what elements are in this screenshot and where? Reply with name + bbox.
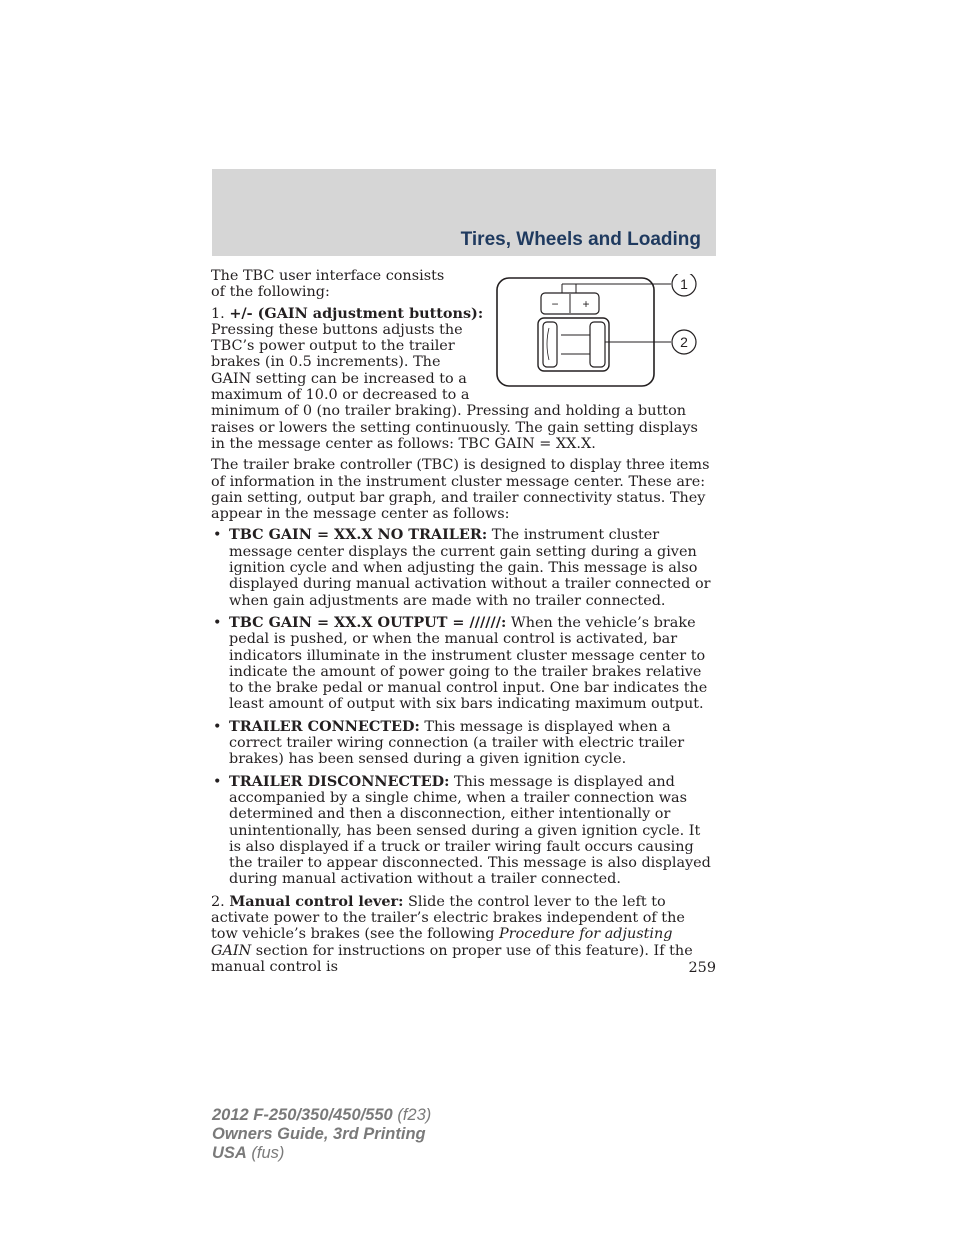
tbc-control-figure xyxy=(495,274,731,392)
item-2-text-continued: section for instructions on proper use of this feature). If the manual control is xyxy=(211,942,693,975)
list-item-label: TRAILER DISCONNECTED: xyxy=(229,772,450,790)
footer-guide-line: Owners Guide, 3rd Printing xyxy=(212,1125,426,1143)
item-2-text: Slide the control lever to the left to activate power to the trailer’s electric brakes independent of the tow vehicle’s brakes (see the following xyxy=(211,893,685,943)
footer-market: USA xyxy=(212,1144,247,1162)
tbc-panel-outline xyxy=(497,278,654,386)
footer-model: 2012 F-250/350/450/550 xyxy=(212,1106,393,1124)
manual-lever-track xyxy=(590,322,605,367)
document-footer xyxy=(212,1106,431,1163)
section-title: Tires, Wheels and Loading xyxy=(460,229,701,250)
list-item xyxy=(211,774,716,888)
item-1-text: Pressing these buttons adjusts the TBC’s power output to the trailer brakes (in 0.5 increments). The GAIN setting can be increased to a maximum of 10.0 or decreased to a minimum of 0 (no trailer braking). Pressing and holding a button raises or lowers the setting continuously. The gain setting displays in the message center as follows: TBC GAIN = XX.X. xyxy=(211,321,698,452)
page-number: 259 xyxy=(688,960,716,976)
manual-lever-grip xyxy=(547,328,549,360)
list-item-text: The instrument cluster message center displays the current gain setting during a given ignition cycle and when adjusting the gain. This message is also displayed during manual activation without a trailer connected or when gain adjustments are made with no trailer connected. xyxy=(229,527,711,609)
footer-model-code: (f23) xyxy=(392,1106,432,1124)
item-2-reference: Procedure for adjusting GAIN xyxy=(211,926,673,959)
list-item xyxy=(211,527,716,608)
section-header-band xyxy=(212,169,716,256)
item-2-number: 2. xyxy=(211,893,230,910)
list-item-text: This message is displayed and accompanied by a single chime, when a trailer connection was determined and then a disconnection, either intentionally or unintentionally, has been sensed during a given ignition cycle. It is also displayed if a truck or trailer wiring fault occurs causing the trailer to appear disconnected. This message is also displayed during manual activation without a trailer connected. xyxy=(229,773,711,888)
manual-lever-housing xyxy=(538,318,609,371)
list-item-label: TBC GAIN = XX.X OUTPUT = //////: xyxy=(229,613,507,631)
message-list xyxy=(211,527,716,887)
page-body xyxy=(211,268,716,980)
manual-lever-slider xyxy=(543,322,557,367)
list-item-text: This message is displayed when a correct trailer wiring connection (a trailer with electric trailer brakes) has been sensed during a given ignition cycle. xyxy=(229,718,685,768)
intro-paragraph: The TBC user interface consists of the following: xyxy=(211,268,445,301)
list-item-label: TBC GAIN = XX.X NO TRAILER: xyxy=(229,526,488,544)
callout-2-number: 2 xyxy=(680,334,688,350)
gain-minus-button: − xyxy=(551,297,559,311)
item-2-paragraph xyxy=(211,894,716,975)
item-1-number: 1. xyxy=(211,305,230,322)
list-item xyxy=(211,719,716,768)
footer-model-line xyxy=(212,1106,431,1125)
item-1-label: +/- (GAIN adjustment buttons): xyxy=(229,304,484,322)
callout-1-number: 1 xyxy=(680,276,688,292)
display-info-paragraph: The trailer brake controller (TBC) is designed to display three items of information in the instrument cluster message center. These are: gain setting, output bar graph, and trailer connectivity status. They appear in the message center as follows: xyxy=(211,457,710,523)
list-item-label: TRAILER CONNECTED: xyxy=(229,717,420,735)
list-item-text: When the vehicle’s brake pedal is pushed, or when the manual control is activated, bar indicators illuminate in the instrument cluster message center to indicate the amount of power going to the trailer brakes relative to the brake pedal or manual control input. One bar indicates the least amount of output with six bars indicating maximum output. xyxy=(229,614,708,713)
footer-market-line xyxy=(212,1144,431,1163)
gain-plus-button: + xyxy=(582,297,590,311)
footer-market-code: (fus) xyxy=(246,1144,285,1162)
list-item xyxy=(211,615,716,713)
item-2-label: Manual control lever: xyxy=(229,892,404,910)
